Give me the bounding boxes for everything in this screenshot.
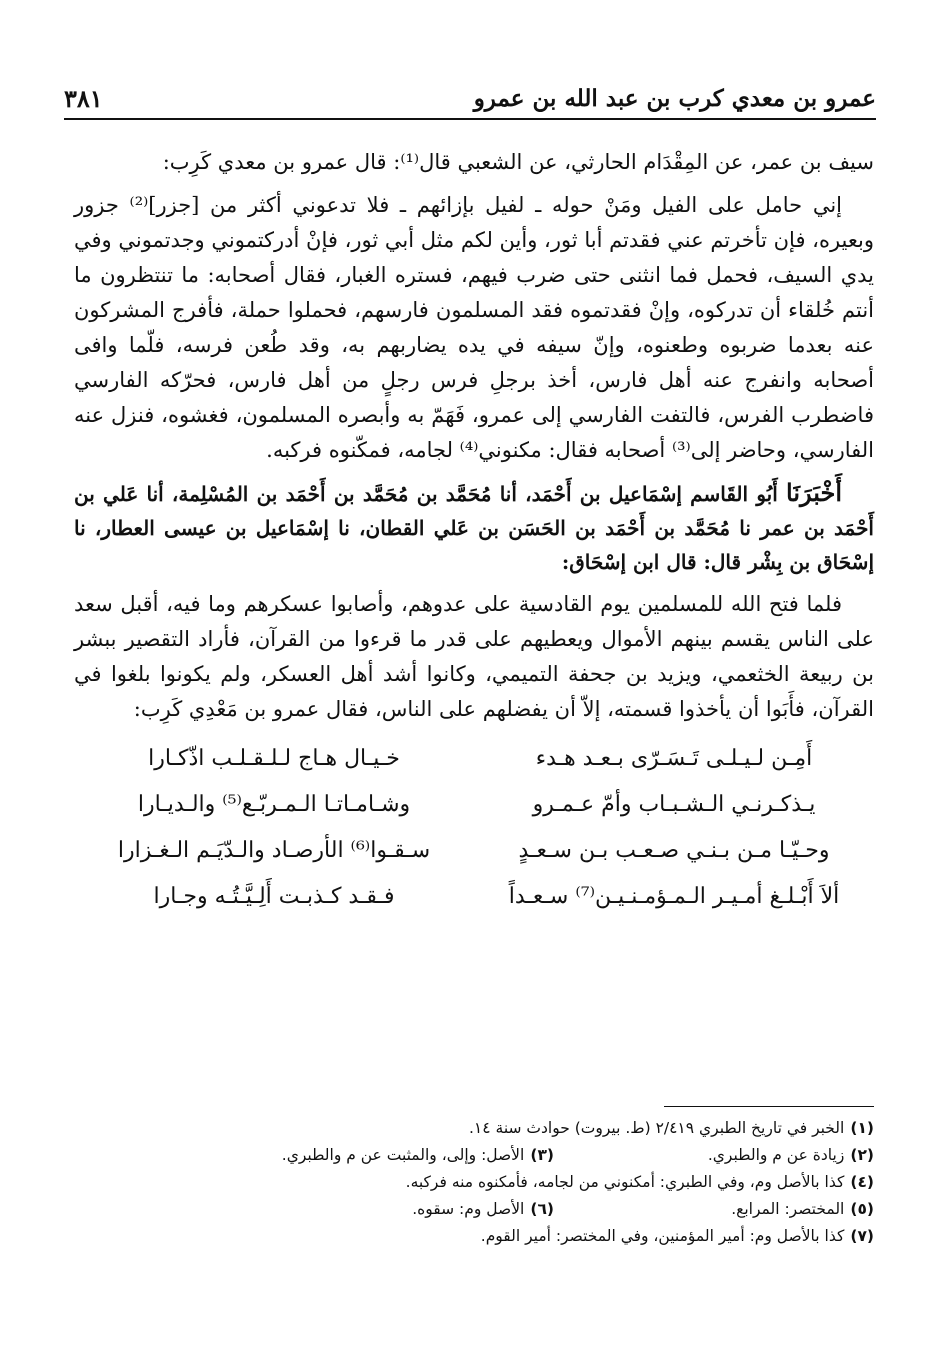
poem-second-hemistich: سـقـوا⁽⁶⁾ الأرصـاد والـدّيَـم الـغـزارا: [117, 837, 431, 863]
footnote-text: كذا بالأصل وم: أمير المؤمنين، وفي المختصر: أمير القوم.: [480, 1227, 845, 1245]
footnote-number: (٤): [850, 1173, 874, 1191]
running-title: عمرو بن معدي كرب بن عبد الله بن عمرو: [473, 84, 876, 112]
footnote-1: [469, 1115, 874, 1142]
poem-second-hemistich: خـيـال هـاج لـلـقـلـب اذّكـارا: [148, 745, 400, 771]
footnote-row: [74, 1196, 874, 1223]
poem-verse: [74, 735, 874, 781]
footnote-number: (٢): [850, 1146, 874, 1164]
footnote-row: [74, 1169, 874, 1196]
footnote-2: [564, 1142, 874, 1169]
page-number: ٣٨١: [64, 83, 103, 113]
footnote-divider: [664, 1106, 874, 1107]
footnote-5: [564, 1196, 874, 1223]
footnote-text: المختصر: المرابع.: [731, 1200, 845, 1218]
footnote-text: الأصل: وإلى، والمثبت عن م والطبري.: [281, 1146, 525, 1164]
footnote-number: (٥): [850, 1200, 874, 1218]
footnote-number: (٧): [850, 1227, 874, 1245]
poem-first-hemistich: وحـيّـا مـن بـنـي صـعـب بـن سـعـدٍ: [518, 837, 830, 863]
footnote-number: (٦): [530, 1200, 554, 1218]
footnote-6: [412, 1196, 554, 1223]
poem-verse: [74, 827, 874, 873]
paragraph-isnad: سيف بن عمر، عن المِقْدَام الحارثي، عن الشعبي قال⁽¹⁾: قال عمرو بن معدي كَرِب:: [162, 150, 874, 174]
paragraph-narrative: إني حامل على الفيل ومَنْ حوله ـ لفيل بإزائهم ـ فلا تدعوني أكثر من [جزر]⁽²⁾ جزور وبعيره، فإن تأخرتم عني فقدتم أبا ثور، وأين لكم مثل أبي ثور، فإنْ أدركتموني وجدتموني وفي يدي السيف، فحمل فما انثنى حتى ضرب فيهم، فستره الغبار، فقال أصحابه: ما تنتظرون ما أنتم خُلقاء أن تدركوه، وإنْ فقدتموه فقد المسلمون فارسهم، فحملوا حملة، فأفرج المشركون عنه بعدما ضربوه وطعنوه، وإنّ سيفه في يده يضاربهم به، وقد طُعن فرسه، فلّما وافى أصحابه وانفرج عنه أهل فارس، أخذ برجلِ فرس رجلٍ من أهل فارس، فحرّكه الفارسي فاضطرب الفرس، فالتفت الفارسي إلى عمرو، فَهَمّ به وأبصره المسلمون، فغشوه، فنزل عنه الفارسي، وحاضر إلى⁽³⁾ أصحابه فقال: مكنوني⁽⁴⁾ لجامه، فمكّنوه فركبه.: [74, 193, 874, 462]
poem-verse: [74, 873, 874, 919]
poem: [74, 735, 874, 919]
footnote-7: [481, 1223, 874, 1250]
hadith-chain-text: أَبُو القَاسم إسْمَاعيل بن أَحْمَد، أنا مُحَمَّد بن مُحَمَّد بن أَحْمَد بن المُسْلِمة، أنا عَلي بن أَحْمَد بن عمر نا مُحَمَّد بن أَحْمَد بن الحَسَن بن عَلي القطان، نا إسْمَاعيل بن عيسى العطار، نا إسْحَاق بن بِشْر قال: قال ابن إسْحَاق:: [74, 482, 874, 574]
footnote-text: الأصل وم: سقوه.: [412, 1200, 525, 1218]
poem-verse: [74, 781, 874, 827]
footnote-text: كذا بالأصل وم، وفي الطبري: أمكنوني من لجامه، فأمكنوه منه فركبه.: [405, 1173, 845, 1191]
poem-second-hemistich: فـقـد كـذبـت أَلِـيَّـتُـه وجـارا: [153, 883, 395, 909]
footnote-row: [74, 1142, 874, 1169]
page-header: [64, 78, 876, 120]
paragraph-hadith-chain: [74, 476, 874, 579]
footnote-text: زيادة عن م والطبري.: [707, 1146, 845, 1164]
footnote-3: [282, 1142, 554, 1169]
poem-second-hemistich: وشـامـاتـا الـمـربّـع⁽⁵⁾ والـديـارا: [137, 791, 411, 817]
poem-first-hemistich: يـذكـرنـي الـشـبـاب وأمّ عـمـرو: [532, 791, 816, 817]
poem-first-hemistich: أَمِـن لـيـلـى تَـسَـرّى بـعـد هـدء: [535, 745, 813, 771]
footnote-number: (٣): [530, 1146, 554, 1164]
paragraph-qadisiyya: فلما فتح الله للمسلمين يوم القادسية على عدوهم، وأصابوا عسكرهم وما فيه، أقبل سعد على الناس يقسم بينهم الأموال ويعطيهم على قدر ما قرءوا من القرآن، فأراد التقصير ببشر بن ربيعة الخثعمي، ويزيد بن جحفة التميمي، وكانوا أشد أهل العسكر، ولم يكونوا بلغوا في القرآن، فأَبَوا أن يأخذوا قسمته، إلاّ أن يفضلهم على الناس، فقال عمرو بن مَعْدِي كَرِب:: [74, 592, 874, 721]
footnote-row: [74, 1223, 874, 1250]
footnote-row: [74, 1115, 874, 1142]
footnote-4: [406, 1169, 874, 1196]
main-text: [74, 145, 874, 919]
akhbarana-lead: أَخْبَرَنَا: [786, 478, 842, 507]
footnote-text: الخبر في تاريخ الطبري ٢/٤١٩ (ط. بيروت) حوادث سنة ١٤.: [468, 1119, 845, 1137]
poem-first-hemistich: ألاَ أَبْـلـغ أمـيـر الـمـؤمـنـيـن⁽⁷⁾ سـعـداً: [508, 883, 840, 909]
footnote-number: (١): [850, 1119, 874, 1137]
footnotes: [74, 1106, 874, 1250]
